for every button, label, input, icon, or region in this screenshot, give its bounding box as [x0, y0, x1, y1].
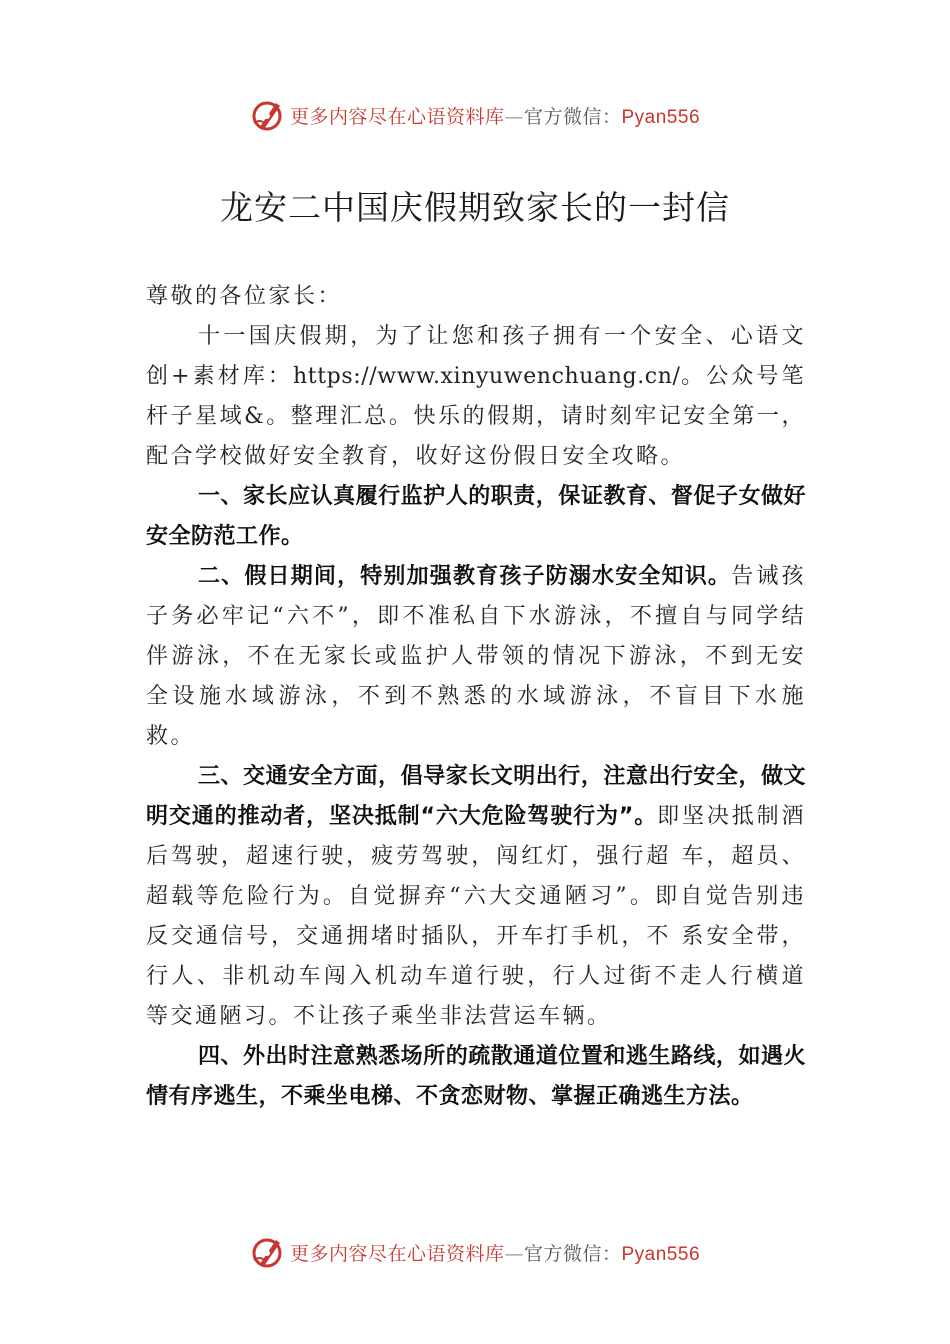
- section-3-heading: 三、交通安全方面，倡导家长文明出行，注意出行安全，做文明交通的推动者，坚决抵制“六大危险驾驶行为”。: [146, 764, 806, 829]
- section-2: [146, 557, 806, 757]
- section-3-text: 即坚决抵制酒后驾驶，超速行驶，疲劳驾驶，闯红灯，强行超 车，超员、超载等危险行为。自觉摒弃“六大交通陋习”。即自觉告别违反交通信号，交通拥堵时插队，开车打手机，不 系安全带，行人、非机动车闯入机动车道行驶，行人过街不走人行横道等交通陋习。不让孩子乘坐非法营运车辆。: [146, 804, 806, 1029]
- letter-body: [146, 277, 806, 1117]
- banner-text: 更多内容尽在心语资料库—官方微信：Pyan556: [289, 105, 701, 128]
- section-2-text: 告诫孩子务必牢记“六不”，即不准私自下水游泳，不擅自与同学结伴游泳，不在无家长或监护人带领的情况下游泳，不到无安全设施水域游泳，不到不熟悉的水域游泳，不盲目下水施救。: [146, 564, 806, 749]
- section-1: [146, 477, 806, 557]
- section-2-heading: 二、假日期间，特别加强教育孩子防溺水安全知识。: [198, 564, 732, 589]
- website-url: https://www.xinyuwenchuang.cn/: [293, 364, 681, 389]
- salutation: 尊敬的各位家长：: [146, 284, 343, 309]
- footer-watermark-banner: [0, 1230, 950, 1274]
- header-watermark-banner: [0, 93, 950, 137]
- intro-paragraph: 十一国庆假期，为了让您和孩子拥有一个安全、心语文创+素材库：https://www.xinyuwenchuang.cn/。公众号笔杆子星域&。整理汇总。快乐的假期，请时刻牢记安全第一，配合学校做好安全教育，收好这份假日安全攻略。: [146, 324, 806, 469]
- section-4-heading: 四、外出时注意熟悉场所的疏散通道位置和逃生路线，如遇火情有序逃生，不乘坐电梯、不贪恋财物、掌握正确逃生方法。: [146, 1044, 806, 1109]
- pen-nib-logo-icon: [250, 1234, 286, 1270]
- pen-nib-logo-icon: [250, 97, 286, 133]
- section-1-heading: 一、家长应认真履行监护人的职责，保证教育、督促子女做好安全防范工作。: [146, 484, 806, 549]
- letter-title: 龙安二中国庆假期致家长的一封信: [220, 188, 730, 227]
- banner-text: 更多内容尽在心语资料库—官方微信：Pyan556: [289, 1242, 701, 1265]
- section-3: [146, 757, 806, 1037]
- section-4: [146, 1037, 806, 1117]
